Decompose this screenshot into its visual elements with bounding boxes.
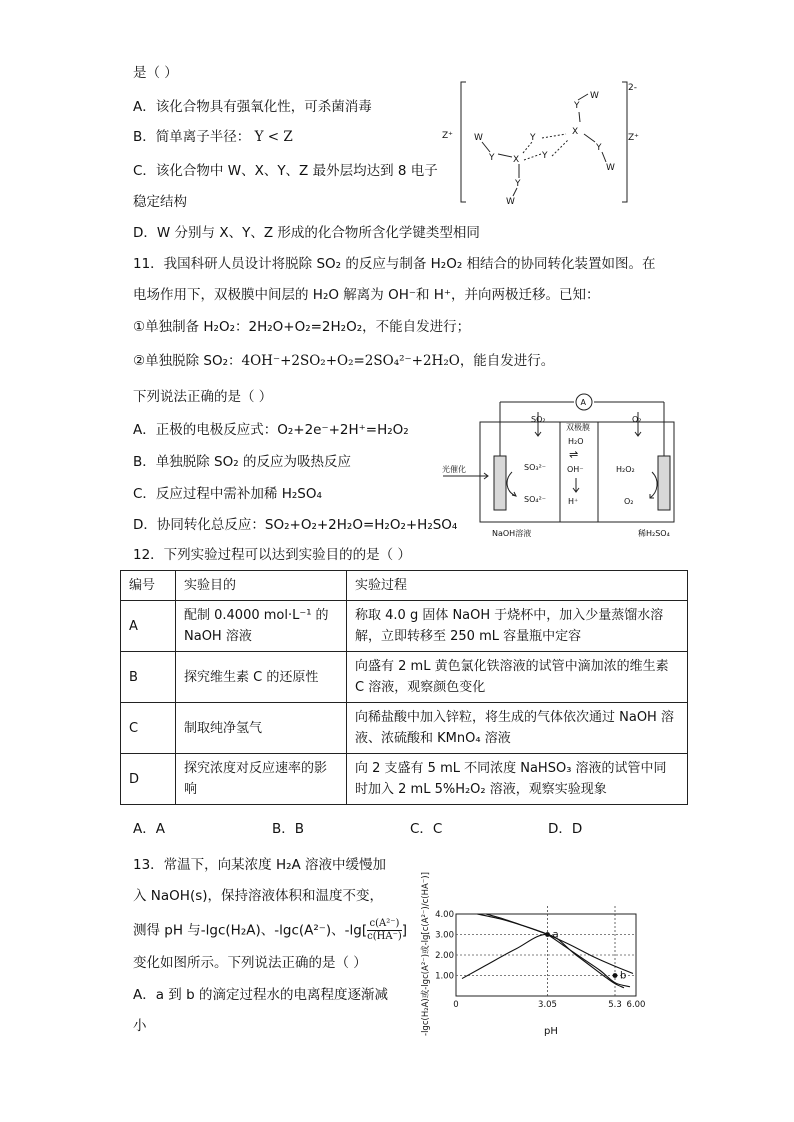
table-row [121,754,688,805]
q13-fraction-denominator: c(HA⁻) [367,931,402,942]
table-cell: B [121,652,176,703]
q13-stem-line3 [133,918,407,943]
q10-structure-figure [440,78,660,210]
label-bipolar-membrane: 双极膜 [566,423,590,432]
q11-option-c: C．反应过程中需补加稀 H₂SO₄ [133,486,322,502]
q11-known-1: ①单独制备 H₂O₂：2H₂O+O₂=2H₂O₂，不能自发进行； [133,319,471,335]
counter-ion-right: Z⁺ [628,133,639,143]
atom-w3: W [606,163,615,173]
label-so2-inlet: SO₂ [531,415,546,424]
chart-y-axis-label: -lgc(H₂A)或-lgc(A²⁻)或-lg[c(A²⁻)/c(HA⁻)] [421,872,431,1036]
q10-option-c-line2: 稳定结构 [133,194,187,210]
label-oh: OH⁻ [567,465,584,474]
q13-stem-line4: 变化如图所示。下列说法正确的是（ ） [133,955,367,971]
atom-y2: Y [530,133,536,143]
chart-point [613,973,618,978]
table-header: 实验目的 [176,571,347,601]
q13-chart [408,848,660,1044]
q10-option-a: A．该化合物具有强氧化性，可杀菌消毒 [133,99,372,115]
table-cell: A [121,601,176,652]
anode-electrode [494,456,506,510]
q13-stem-line2: 入 NaOH(s)，保持溶液体积和温度不变， [133,888,384,904]
left-bracket [461,82,466,202]
atom-y4: Y [574,101,580,111]
q12-option-a: A．A [133,821,165,837]
atom-w1: W [474,133,483,143]
q11-known-2-equation: 4OH⁻+2SO₂+O₂=2SO₄²⁻+2H₂O [241,353,460,369]
chart-plot-area [435,906,645,1010]
table-cell: 称取 4.0 g 固体 NaOH 于烧杯中，加入少量蒸馏水溶解，立即转移至 250 mL 容量瓶中定容 [347,601,688,652]
atom-y5: Y [596,143,602,153]
chart-x-tick-label: 5.3 [608,1000,622,1010]
table-cell: 制取纯净氢气 [176,703,347,754]
q13-fraction-numerator: c(A²⁻) [367,918,402,931]
q13-stem-line3-prefix: 测得 pH 与-lgc(H₂A)、-lgc(A²⁻)、-lg[ [133,922,368,939]
q12-option-d: D．D [548,821,583,837]
table-cell: 探究浓度对反应速率的影响 [176,754,347,805]
charge-label: 2- [628,83,637,93]
q11-known-2-suffix: ，能自发进行。 [459,353,555,369]
q13-option-a-line1: A．a 到 b 的滴定过程水的电离程度逐渐减 [133,987,388,1003]
label-naoh-solution: NaOH溶液 [492,529,532,538]
label-hplus: H⁺ [568,497,579,506]
table-row [121,601,688,652]
chart-series-line [462,934,627,987]
equilibrium-arrows-icon: ⇌ [569,448,579,461]
atom-x1: X [513,155,520,165]
label-o2-inlet: O₂ [632,415,642,424]
table-cell: 配制 0.4000 mol·L⁻¹ 的 NaOH 溶液 [176,601,347,652]
table-cell: 向盛有 2 mL 黄色氯化铁溶液的试管中滴加浓的维生素 C 溶液，观察颜色变化 [347,652,688,703]
table-cell: 探究维生素 C 的还原性 [176,652,347,703]
q12-experiment-table [120,570,688,805]
chart-x-tick-label: 6.00 [626,1000,646,1010]
table-header: 实验过程 [347,571,688,601]
table-header: 编号 [121,571,176,601]
atom-y1: Y [489,153,495,163]
q11-stem-line1: 11．我国科研人员设计将脱除 SO₂ 的反应与制备 H₂O₂ 相结合的协同转化装置如图。在 [133,256,656,272]
label-o2-lower: O₂ [624,497,634,506]
label-dilute-h2so4: 稀H₂SO₄ [638,529,670,538]
q13-fraction [367,918,402,943]
q11-stem-line2: 电场作用下，双极膜中间层的 H₂O 解离为 OH⁻和 H⁺，并向两极迁移。已知： [133,287,600,303]
q11-option-d: D．协同转化总反应：SO₂+O₂+2H₂O=H₂O₂+H₂SO₄ [133,517,458,533]
q10-option-d: D．W 分别与 X、Y、Z 形成的化合物所含化学键类型相同 [133,225,480,241]
chart-y-tick-label: 3.00 [435,930,454,941]
q12-option-b: B．B [272,821,305,837]
chart-point [545,932,550,937]
q12-stem: 12．下列实验过程可以达到实验目的的是（ ） [133,547,411,563]
table-cell: 向 2 支盛有 5 mL 不同浓度 NaHSO₃ 溶液的试管中同时加入 2 mL 5%H₂O₂ 溶液，观察实验现象 [347,754,688,805]
q11-option-a: A．正极的电极反应式：O₂+2e⁻+2H⁺=H₂O₂ [133,422,409,438]
label-h2o2: H₂O₂ [616,465,635,474]
chart-series-line [477,914,633,973]
counter-ion-left: Z⁺ [442,131,453,141]
label-so3: SO₃²⁻ [524,463,547,472]
q12-option-c: C．C [410,821,443,837]
table-cell: C [121,703,176,754]
q10-option-b-formula: Y < Z [254,129,293,145]
table-row [121,652,688,703]
q13-stem-line1: 13．常温下，向某浓度 H₂A 溶液中缓慢加 [133,857,387,873]
ammeter-label: A [580,398,586,407]
q10-option-b-prefix: B．简单离子半径： [133,129,251,145]
q11-known-2-prefix: ②单独脱除 SO₂： [133,353,242,369]
chart-y-tick-label: 4.00 [435,910,454,920]
q11-known-2 [133,352,554,370]
table-cell: 向稀盐酸中加入锌粒，将生成的气体依次通过 NaOH 溶液、浓硫酸和 KMnO₄ 溶液 [347,703,688,754]
atom-x2: X [572,127,579,137]
chart-y-tick-label: 1.00 [435,971,454,982]
right-bracket [622,82,627,202]
table-header-row [121,571,688,601]
q10-stem-end: 是（ ） [133,65,178,81]
chart-x-tick-label: 3.05 [538,1000,557,1010]
label-so4: SO₄²⁻ [524,495,547,504]
q11-option-b: B．单独脱除 SO₂ 的反应为吸热反应 [133,454,351,470]
table-row [121,703,688,754]
q13-stem-line3-suffix: ] [401,922,408,939]
q10-option-b [133,128,293,146]
label-photocatalysis: 光催化 [442,465,466,474]
chart-y-tick-label: 2.00 [435,951,454,961]
q13-option-a-line2: 小 [133,1018,147,1034]
chart-point-label: b [620,970,627,982]
chart-x-tick-label: 0 [453,1000,459,1010]
atom-w4: W [506,197,515,207]
label-h2o: H₂O [568,437,584,446]
atom-w2: W [590,91,599,101]
chart-x-axis-label: pH [544,1026,558,1037]
table-cell: D [121,754,176,805]
q11-question: 下列说法正确的是（ ） [133,389,273,405]
q11-device-figure [438,392,694,548]
chart-point-label: a [552,929,559,941]
atom-y6: Y [515,179,521,189]
atom-y3: Y [542,151,548,161]
q10-option-c-line1: C．该化合物中 W、X、Y、Z 最外层均达到 8 电子 [133,163,438,179]
cathode-electrode [658,456,670,510]
